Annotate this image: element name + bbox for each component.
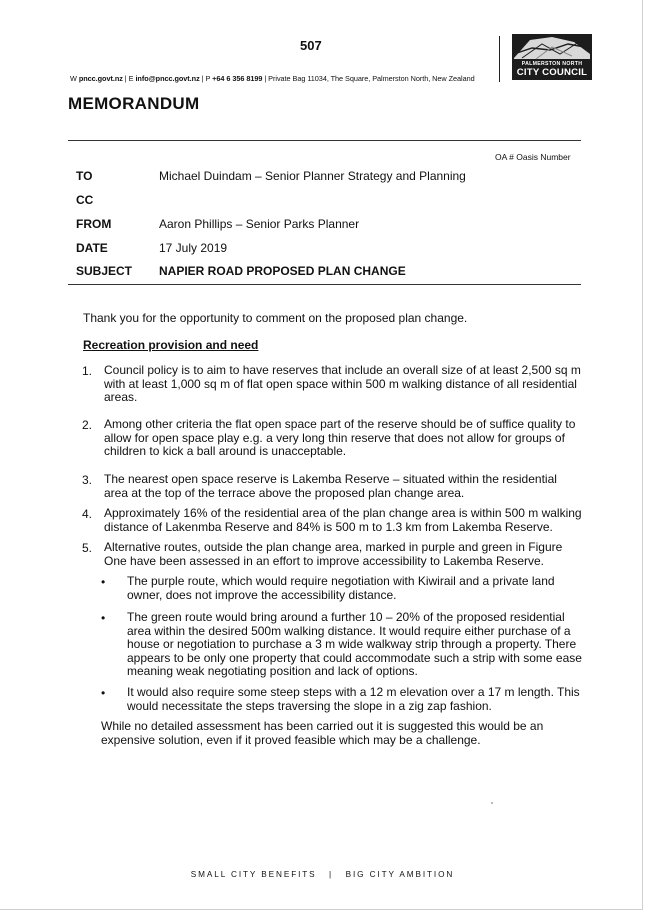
bullet-text: The green route would bring around a further 10 – 20% of the proposed residential area within the desired 500m walking distance. It would require either purchase of a house or negotiation to purchase a 3 m wide walkway strip through a property. There appears to be only one property that could accommodate such a strip with some ease meaning weak negotiating position and lack of options. <box>127 610 582 679</box>
subject-label: SUBJECT <box>76 264 133 278</box>
bullet-icon: • <box>101 575 106 589</box>
memo-title: MEMORANDUM <box>68 94 200 113</box>
logo-line-2: CITY COUNCIL <box>516 67 588 78</box>
scan-speck <box>491 802 493 804</box>
point-text: Approximately 16% of the residential area of the plan change area is within 500 m walking distance of Lakenmba Reserve and 84% is 500 m to 1.3 km from Lakemba Reserve. <box>104 506 582 534</box>
closing-paragraph: While no detailed assessment has been carried out it is suggested this would be an expensive solution, even if it proved feasible which may be a challenge. <box>101 719 544 747</box>
point-text: Among other criteria the flat open space part of the reserve should be of suffice quality to allow for open space play e.g. a very long thin reserve that does not allow for groups of children to kick a ball around is unacceptable. <box>104 417 576 459</box>
point-number: 2. <box>82 418 93 432</box>
header-divider <box>499 36 500 82</box>
point-text: Council policy is to aim to have reserves that include an overall size of at least 2,500 sq m with at least 1,000 sq m of flat open space within 500 m walking distance of all residential areas. <box>104 363 581 405</box>
point-number: 3. <box>82 473 93 487</box>
footer-tagline: SMALL CITY BENEFITS | BIG CITY AMBITION <box>190 870 455 879</box>
page-number: 507 <box>300 38 322 53</box>
date-value: 17 July 2019 <box>159 241 228 255</box>
title-rule <box>68 140 581 141</box>
contact-web: pncc.govt.nz <box>78 74 123 83</box>
bullet-icon: • <box>101 611 106 625</box>
bullet-text: It would also require some steep steps with a 12 m elevation over a 17 m length. This would necessitate the steps traversing the slope in a zig zap fashion. <box>127 685 580 713</box>
date-label: DATE <box>76 241 108 255</box>
oa-number: OA # Oasis Number <box>495 152 571 162</box>
subject-value: NAPIER ROAD PROPOSED PLAN CHANGE <box>159 264 406 278</box>
section-heading: Recreation provision and need <box>83 338 259 352</box>
from-value: Aaron Phillips – Senior Parks Planner <box>159 217 360 231</box>
point-text: Alternative routes, outside the plan change area, marked in purple and green in Figure One have been assessed in an effort to improve accessibility to Lakemba Reserve. <box>104 540 563 568</box>
bullet-icon: • <box>101 686 106 700</box>
to-label: TO <box>76 169 93 183</box>
point-number: 4. <box>82 507 93 521</box>
contact-sep-email: | E <box>122 74 136 83</box>
council-logo <box>512 34 592 80</box>
contact-sep-phone: | P <box>199 74 213 83</box>
point-number: 5. <box>82 541 93 555</box>
contact-address: | Private Bag 11034, The Square, Palmerston North, New Zealand <box>262 74 475 83</box>
contact-email: info@pncc.govt.nz <box>135 74 200 83</box>
web-prefix: W <box>70 74 77 83</box>
contact-phone: +64 6 356 8199 <box>212 74 263 83</box>
bullet-text: The purple route, which would require negotiation with Kiwirail and a private land owner, does not improve the accessibility distance. <box>127 574 555 602</box>
from-label: FROM <box>76 217 112 231</box>
to-value: Michael Duindam – Senior Planner Strategy and Planning <box>159 169 466 183</box>
intro-paragraph: Thank you for the opportunity to comment on the proposed plan change. <box>83 311 468 325</box>
cc-label: CC <box>76 193 94 207</box>
logo-emblem <box>512 34 592 62</box>
point-text: The nearest open space reserve is Lakemba Reserve – situated within the residential area at the top of the terrace above the proposed plan change area. <box>104 472 557 500</box>
logo-line-1: PALMERSTON NORTH <box>521 61 583 67</box>
contact-line <box>70 74 475 83</box>
header-rule <box>68 284 581 285</box>
point-number: 1. <box>82 364 93 378</box>
